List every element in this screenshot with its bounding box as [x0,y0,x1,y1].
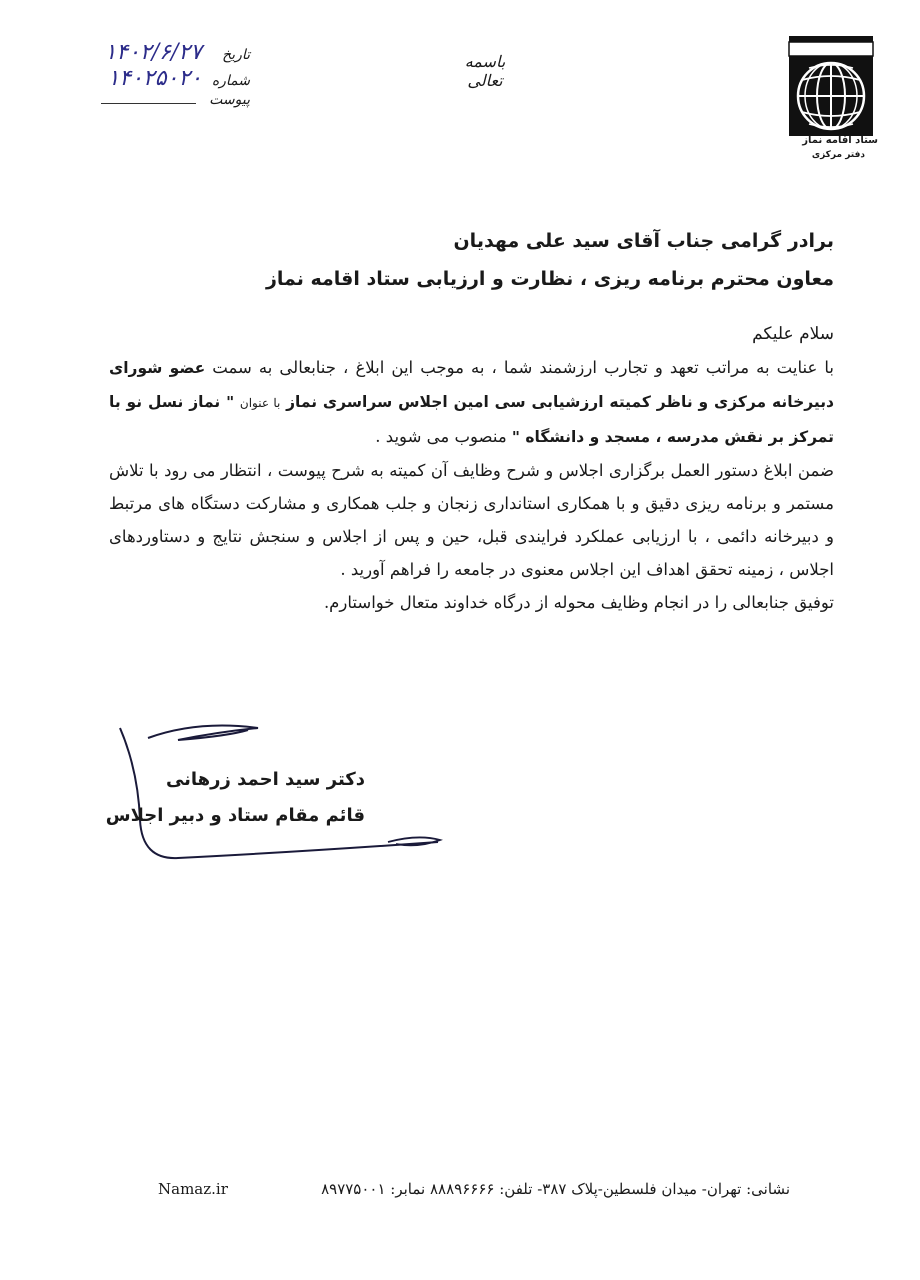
p1-intro: با عنایت به مراتب تعهد و تجارب ارزشمند شما ، به موجب این ابلاغ ، جنابعالی به سمت [212,358,834,377]
signer-name: دکتر سید احمد زرهانی [165,769,365,790]
p1-position: عضو شورای دبیرخانه مرکزی و ناظر کمیته ارزشیابی سی امین اجلاس سراسری نماز [109,359,834,411]
footer-website: Namaz.ir [158,1180,228,1198]
number-value: ۱۴۰۲۵۰۲۰ [107,66,202,91]
attachment-label: پیوست [209,92,250,108]
signer-title: قائم مقام ستاد و دبیر اجلاس [105,805,365,826]
p1-titled: با عنوان [239,396,281,410]
recipient-line-2: معاون محترم برنامه ریزی ، نظارت و ارزیابی ستاد اقامه نماز [265,268,834,290]
org-sub: دفتر مرکزی [811,150,865,160]
attachment-row [90,92,250,118]
greeting: سلام علیکم [752,324,834,344]
number-label: شماره [211,73,250,89]
signature-block [105,762,365,834]
paragraph-3: توفیق جنابعالی را در انجام وظایف محوله از درگاه خداوند متعال خواستارم. [323,593,834,612]
bismillah: باسمه تعالی [464,52,506,90]
org-name: ستاد اقامه نماز [802,135,878,146]
footer [150,1180,790,1210]
number-row [90,66,250,92]
p1-theme: " نماز نسل نو با تمرکز بر نقش مدرسه ، مسجد و دانشگاه " [109,393,834,446]
org-logo-globe-icon [783,28,879,168]
footer-address: نشانی: تهران- میدان فلسطین-پلاک ۳۸۷- تلفن: ۸۸۸۹۶۶۶۶ نمابر: ۸۹۷۷۵۰۰۱ [321,1180,790,1198]
recipient-block [134,222,834,298]
date-value: ۱۴۰۲/۶/۲۷ [104,40,202,65]
attachment-line [101,93,196,104]
letter-body [109,318,834,619]
date-row [90,40,250,66]
letter-meta [90,40,250,118]
paragraph-2: ضمن ابلاغ دستور العمل برگزاری اجلاس و شرح وظایف آن کمیته به شرح پیوست ، انتظار می رود با تلاش مستمر و برنامه ریزی دقیق و با همکاری استانداری زنجان و جلب همکاری و مشارکت دستگاه های مرتبط و دبیرخانه دائمی ، با ارزیابی عملکرد فرایندی قبل، حین و پس از اجلاس و سنجش نتایج و دستاوردهای اجلاس ، زمینه تحقق اهداف این اجلاس معنوی در جامعه را فراهم آورید . [109,461,834,579]
recipient-line-1: برادر گرامی جناب آقای سید علی مهدیان [453,230,834,252]
date-label: تاریخ [222,47,250,63]
p1-end: منصوب می شوید . [375,427,507,446]
paragraph-1 [109,351,834,454]
